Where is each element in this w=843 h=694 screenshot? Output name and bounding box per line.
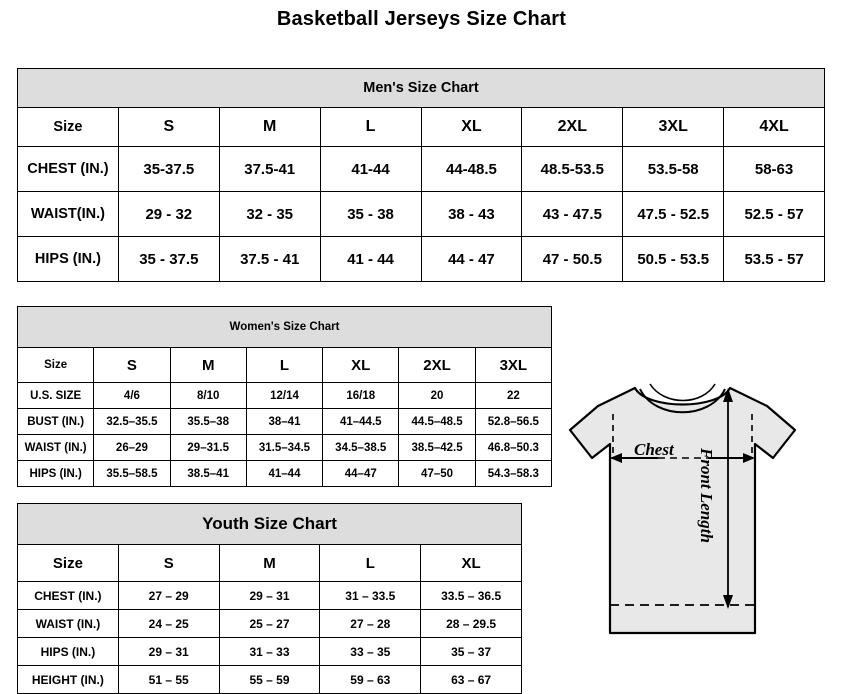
table-row — [18, 192, 825, 237]
mens-cell: 38 - 43 — [421, 192, 522, 237]
youth-cell: 33.5 – 36.5 — [421, 582, 522, 610]
womens-header-row — [18, 348, 552, 383]
table-row — [18, 610, 522, 638]
youth-cell: 31 – 33 — [219, 638, 320, 666]
youth-cell: 63 – 67 — [421, 666, 522, 694]
youth-row-label: WAIST (IN.) — [18, 610, 119, 638]
youth-cell: 27 – 29 — [118, 582, 219, 610]
womens-header-cell: L — [246, 348, 322, 383]
table-row — [18, 409, 552, 435]
youth-cell: 35 – 37 — [421, 638, 522, 666]
womens-cell: 52.8–56.5 — [475, 409, 551, 435]
mens-cell: 41 - 44 — [320, 237, 421, 282]
youth-row-label: HEIGHT (IN.) — [18, 666, 119, 694]
womens-cell: 29–31.5 — [170, 435, 246, 461]
womens-cell: 41–44.5 — [323, 409, 399, 435]
youth-band-row — [18, 504, 522, 545]
womens-cell: 34.5–38.5 — [323, 435, 399, 461]
womens-cell: 32.5–35.5 — [94, 409, 170, 435]
youth-cell: 28 – 29.5 — [421, 610, 522, 638]
youth-cell: 51 – 55 — [118, 666, 219, 694]
mens-header-cell: 3XL — [623, 108, 724, 147]
mens-cell: 37.5 - 41 — [219, 237, 320, 282]
mens-cell: 44-48.5 — [421, 147, 522, 192]
mens-cell: 35-37.5 — [118, 147, 219, 192]
womens-size-chart-table — [17, 306, 552, 487]
youth-cell: 29 – 31 — [219, 582, 320, 610]
womens-cell: 26–29 — [94, 435, 170, 461]
womens-cell: 38.5–42.5 — [399, 435, 475, 461]
youth-cell: 29 – 31 — [118, 638, 219, 666]
youth-cell: 25 – 27 — [219, 610, 320, 638]
mens-cell: 43 - 47.5 — [522, 192, 623, 237]
chest-measure-label: Chest — [634, 440, 674, 459]
womens-cell: 44.5–48.5 — [399, 409, 475, 435]
youth-table-body — [18, 504, 522, 694]
table-row — [18, 638, 522, 666]
mens-cell: 29 - 32 — [118, 192, 219, 237]
mens-row-label: HIPS (IN.) — [18, 237, 119, 282]
youth-cell: 27 – 28 — [320, 610, 421, 638]
womens-cell: 47–50 — [399, 461, 475, 487]
mens-cell: 32 - 35 — [219, 192, 320, 237]
mens-header-cell: XL — [421, 108, 522, 147]
womens-header-cell: S — [94, 348, 170, 383]
mens-cell: 44 - 47 — [421, 237, 522, 282]
page-title: Basketball Jerseys Size Chart — [276, 8, 567, 30]
womens-header-cell: 2XL — [399, 348, 475, 383]
table-row — [18, 383, 552, 409]
youth-header-row — [18, 545, 522, 582]
table-row — [18, 237, 825, 282]
womens-header-cell: XL — [323, 348, 399, 383]
table-row — [18, 582, 522, 610]
womens-row-label: HIPS (IN.) — [18, 461, 94, 487]
mens-cell: 53.5 - 57 — [724, 237, 825, 282]
youth-cell: 55 – 59 — [219, 666, 320, 694]
womens-table-body — [18, 307, 552, 487]
table-row — [18, 435, 552, 461]
womens-cell: 12/14 — [246, 383, 322, 409]
mens-cell: 35 - 38 — [320, 192, 421, 237]
table-row — [18, 147, 825, 192]
mens-header-cell: L — [320, 108, 421, 147]
jersey-measurement-diagram — [540, 358, 830, 668]
womens-cell: 16/18 — [323, 383, 399, 409]
womens-cell: 46.8–50.3 — [475, 435, 551, 461]
youth-cell: 59 – 63 — [320, 666, 421, 694]
womens-header-cell: Size — [18, 348, 94, 383]
youth-header-cell: L — [320, 545, 421, 582]
youth-header-cell: S — [118, 545, 219, 582]
table-row — [18, 461, 552, 487]
front-length-measure-label: Front Length — [697, 448, 716, 543]
mens-header-cell: 4XL — [724, 108, 825, 147]
youth-row-label: HIPS (IN.) — [18, 638, 119, 666]
womens-cell: 41–44 — [246, 461, 322, 487]
mens-cell: 53.5-58 — [623, 147, 724, 192]
youth-cell: 24 – 25 — [118, 610, 219, 638]
womens-header-cell: 3XL — [475, 348, 551, 383]
mens-header-row — [18, 108, 825, 147]
youth-size-chart-table — [17, 503, 522, 694]
youth-header-cell: Size — [18, 545, 119, 582]
youth-header-cell: M — [219, 545, 320, 582]
mens-cell: 48.5-53.5 — [522, 147, 623, 192]
womens-cell: 8/10 — [170, 383, 246, 409]
mens-row-label: CHEST (IN.) — [18, 147, 119, 192]
womens-cell: 44–47 — [323, 461, 399, 487]
womens-header-cell: M — [170, 348, 246, 383]
mens-cell: 52.5 - 57 — [724, 192, 825, 237]
youth-row-label: CHEST (IN.) — [18, 582, 119, 610]
mens-header-cell: Size — [18, 108, 119, 147]
youth-cell: 31 – 33.5 — [320, 582, 421, 610]
youth-header-cell: XL — [421, 545, 522, 582]
womens-cell: 38.5–41 — [170, 461, 246, 487]
mens-header-cell: S — [118, 108, 219, 147]
mens-band-title: Men's Size Chart — [18, 69, 825, 108]
mens-cell: 41-44 — [320, 147, 421, 192]
womens-band-title: Women's Size Chart — [18, 307, 552, 348]
womens-cell: 54.3–58.3 — [475, 461, 551, 487]
womens-cell: 38–41 — [246, 409, 322, 435]
mens-header-cell: M — [219, 108, 320, 147]
womens-cell: 4/6 — [94, 383, 170, 409]
mens-cell: 35 - 37.5 — [118, 237, 219, 282]
womens-cell: 20 — [399, 383, 475, 409]
womens-band-row — [18, 307, 552, 348]
mens-header-cell: 2XL — [522, 108, 623, 147]
mens-cell: 37.5-41 — [219, 147, 320, 192]
jersey-shirt-icon — [540, 358, 830, 668]
mens-row-label: WAIST(IN.) — [18, 192, 119, 237]
mens-band-row — [18, 69, 825, 108]
womens-row-label: WAIST (IN.) — [18, 435, 94, 461]
table-row — [18, 666, 522, 694]
womens-row-label: BUST (IN.) — [18, 409, 94, 435]
mens-cell: 47.5 - 52.5 — [623, 192, 724, 237]
mens-table-body — [18, 69, 825, 282]
mens-cell: 50.5 - 53.5 — [623, 237, 724, 282]
youth-band-title: Youth Size Chart — [18, 504, 522, 545]
youth-cell: 33 – 35 — [320, 638, 421, 666]
womens-cell: 35.5–58.5 — [94, 461, 170, 487]
mens-cell: 47 - 50.5 — [522, 237, 623, 282]
mens-cell: 58-63 — [724, 147, 825, 192]
mens-size-chart-table — [17, 68, 825, 282]
womens-row-label: U.S. SIZE — [18, 383, 94, 409]
womens-cell: 35.5–38 — [170, 409, 246, 435]
womens-cell: 31.5–34.5 — [246, 435, 322, 461]
womens-cell: 22 — [475, 383, 551, 409]
